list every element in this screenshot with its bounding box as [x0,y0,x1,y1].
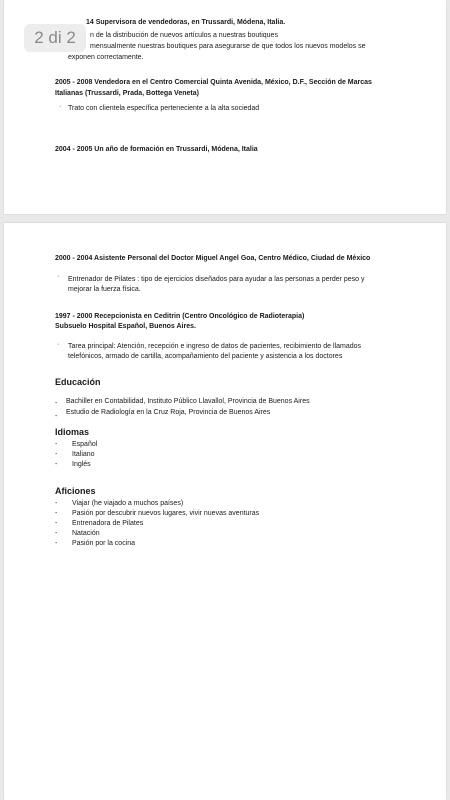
bullet: - [55,461,58,468]
education-item: Bachiller en Contabilidad, Instituto Público Llavallol, Provincia de Buenos Aires [66,398,310,405]
hobby-item: Entrenadora de Pilates [72,520,144,527]
education-heading: Educación [55,377,101,387]
hobby-item: Pasión por la cocina [72,540,136,547]
document-page-1 [4,0,446,214]
job1-line1: n de la distribución de nuevos artículos a nuestras boutiques [90,32,278,39]
job1-title: 14 Supervisora de vendedoras, en Trussardi, Módena, Italia. [86,19,286,26]
bullet: · [57,341,60,348]
bullet: - [55,441,58,448]
document-page-2 [4,223,446,800]
job2-bullet: Trato con clientela específica perteneciente a la alta sociedad [68,105,260,112]
hobbies-heading: Aficiones [55,486,96,496]
bullet: - [55,510,58,517]
job5-bullet-line1: Tarea principal: Atención, recepción e ingreso de datos de pacientes, recibimiento de llamados [68,343,362,350]
hobby-item: Pasión por descubrir nuevos lugares, vivir nuevas aventuras [72,510,260,517]
bullet: · [57,273,60,280]
job3-title: 2004 - 2005 Un año de formación en Trussardi, Módena, Italia [55,146,258,153]
hobby-item: Viajar (he viajado a muchos países) [72,500,184,507]
bullet: - [55,400,58,407]
job1-line2: mensualmente nuestras boutiques para asegurarse de que todos los nuevos modelos se [90,43,366,50]
job5-bullet-line2: telefónicos, armado de cartilla, acompañamiento del paciente y asistencia a los doctores [68,353,343,360]
job5-title-line1: 1997 - 2000 Recepcionista en Ceditrin (Centro Oncológico de Radioterapia) [55,313,305,320]
job4-bullet-line1: Entrenador de Pilates : tipo de ejercicios diseñados para ayudar a las personas a perder peso y [68,276,365,283]
job2-title-line1: 2005 - 2008 Vendedora en el Centro Comercial Quinta Avenida, México, D.F., Sección de Marcas [55,79,372,86]
bullet: · [59,103,62,110]
bullet: - [55,413,58,420]
bullet: - [55,500,58,507]
job2-title-line2: Italianas (Trussardi, Prada, Bottega Veneta) [55,90,199,97]
job4-bullet-line2: mejorar la fuerza física. [68,286,141,293]
education-item: Estudio de Radiología en la Cruz Roja, Provincia de Buenos Aires [66,409,271,416]
bullet: - [55,540,58,547]
languages-heading: Idiomas [55,427,90,437]
job4-title: 2000 - 2004 Asistente Personal del Doctor Miguel Angel Goa, Centro Médico, Ciudad de México [55,255,371,262]
language-item: Español [72,441,98,448]
language-item: Italiano [72,451,95,458]
bullet: - [55,530,58,537]
job1-line3: exponen correctamente. [68,54,144,61]
job5-title-line2: Subsuelo Hospital Español, Buenos Aires. [55,323,196,330]
page-indicator: 2 di 2 [24,24,86,52]
bullet: - [55,520,58,527]
language-item: Inglés [72,461,91,468]
bullet: - [55,451,58,458]
hobby-item: Natación [72,530,100,537]
